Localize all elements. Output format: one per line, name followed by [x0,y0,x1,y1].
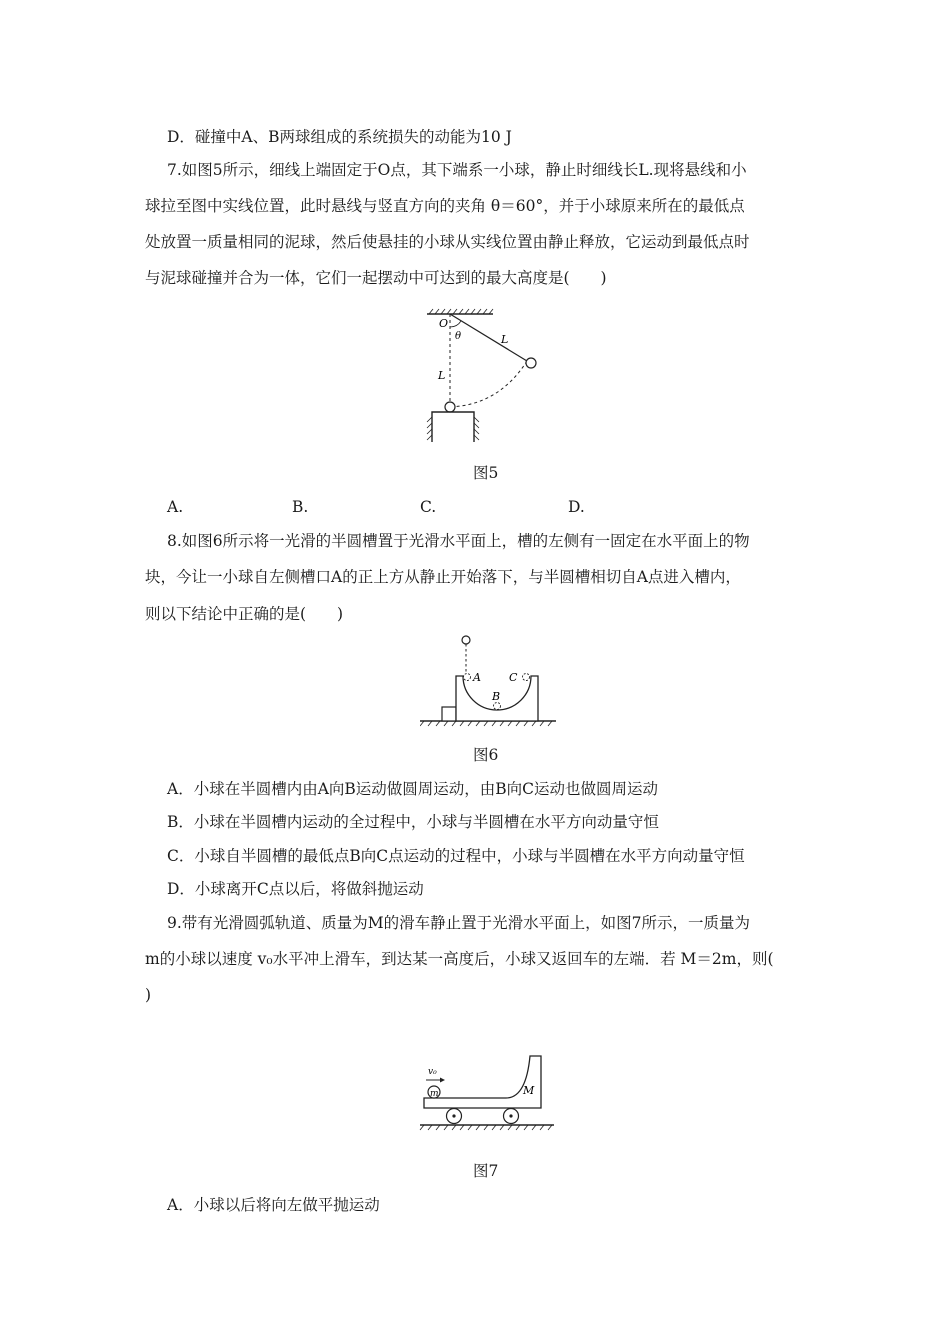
label-m: m [430,1089,439,1099]
label-o: O [439,317,449,330]
q9-line-2: m的小球以速度 v₀水平冲上滑车，到达某一高度后，小球又返回车的左端．若 M＝2m，则( [145,950,774,968]
label-v0: v₀ [428,1067,437,1077]
q7-option-c: C. [420,498,437,516]
label-b: B [492,690,501,703]
q8-option-b: B．小球在半圆槽内运动的全过程中，小球与半圆槽在水平方向动量守恒 [167,813,659,831]
q7-option-b: B. [292,498,309,516]
q7-option-d: D. [568,498,585,516]
half-groove-figure [420,632,560,732]
q7-line-1: 7.如图5所示，细线上端固定于O点，其下端系一小球，静止时细线长L.现将悬线和小 [167,161,747,179]
label-l-vertical: L [438,369,446,382]
q7-line-2: 球拉至图中实线位置，此时悬线与竖直方向的夹角 θ＝60°，并于小球原来所在的最低点 [145,197,745,215]
figure-7-caption: 图7 [473,1162,499,1180]
q8-line-2: 块，今让一小球自左侧槽口A的正上方从静止开始落下，与半圆槽相切自A点进入槽内， [145,568,741,586]
figure-5-caption: 图5 [473,464,499,482]
q7-line-4: 与泥球碰撞并合为一体，它们一起摆动中可达到的最大高度是( ) [145,269,607,287]
q8-line-3: 则以下结论中正确的是( ) [145,605,344,623]
label-l-string: L [501,333,509,346]
q9-line-1: 9.带有光滑圆弧轨道、质量为M的滑车静止置于光滑水平面上，如图7所示，一质量为 [167,914,751,932]
sliding-cart-figure [418,1050,558,1135]
pendulum-figure [415,305,555,450]
label-a: A [473,671,481,684]
q8-option-a: A．小球在半圆槽内由A向B运动做圆周运动，由B向C运动也做圆周运动 [167,780,659,798]
label-theta: θ [455,331,462,342]
q8-option-c: C．小球自半圆槽的最低点B向C点运动的过程中，小球与半圆槽在水平方向动量守恒 [167,847,745,865]
q6-option-d: D．碰撞中A、B两球组成的系统损失的动能为10 J [167,128,512,146]
q8-option-d: D．小球离开C点以后，将做斜抛运动 [167,880,424,898]
q9-option-a: A．小球以后将向左做平抛运动 [167,1196,380,1214]
label-big-m: M [523,1084,535,1097]
q7-option-a: A. [167,498,184,516]
q9-line-3: ) [145,986,152,1004]
q8-line-1: 8.如图6所示将一光滑的半圆槽置于光滑水平面上，槽的左侧有一固定在水平面上的物 [167,532,750,550]
figure-6-caption: 图6 [473,746,499,764]
label-c: C [509,671,518,684]
q7-line-3: 处放置一质量相同的泥球，然后使悬挂的小球从实线位置由静止释放，它运动到最低点时 [145,233,750,251]
